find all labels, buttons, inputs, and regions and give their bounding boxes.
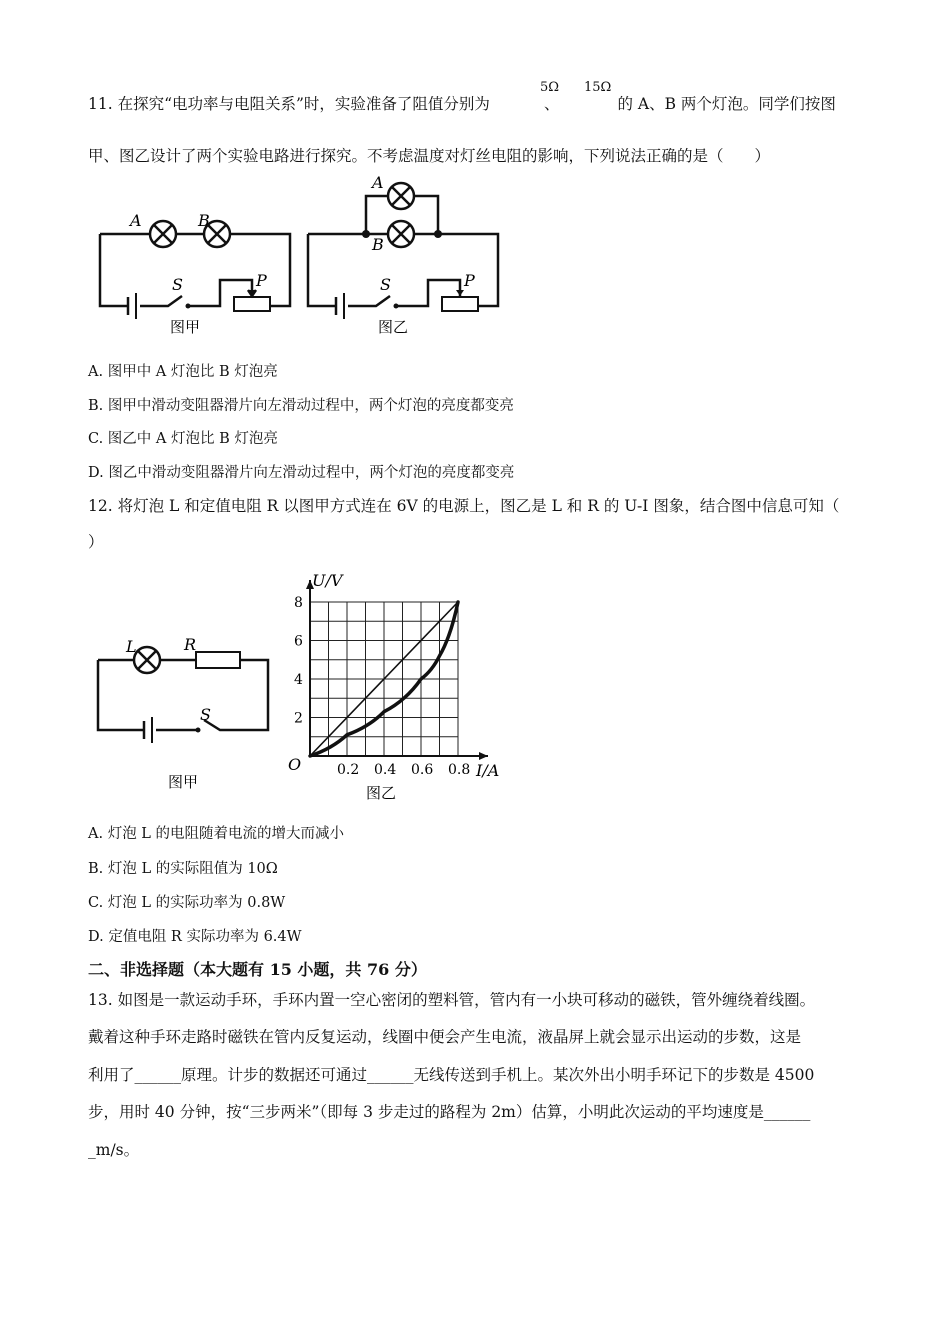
q12-ui-chart: [282, 568, 512, 804]
q13-line4: 步，用时 40 分钟，按“三步两米”（即每 3 步走过的路程为 2m）估算，小明此次运动的平均速度是______: [88, 1103, 811, 1121]
chart-axes: [306, 580, 488, 760]
q13-line3: 利用了______原理。计步的数据还可通过______无线传送到手机上。某次外出小明手环记下的步数是 4500: [88, 1066, 815, 1084]
q11-r2: 15Ω: [584, 80, 612, 95]
q11b-caption: 图乙: [378, 318, 409, 336]
x-tick-label: 0.6: [411, 762, 434, 778]
chart-ylabel: U/V: [312, 571, 343, 590]
q11b-label-P: P: [464, 271, 475, 290]
q12-option-b: B. 灯泡 L 的实际阻值为 10Ω: [88, 861, 278, 877]
q11a-label-P: P: [256, 271, 267, 290]
q11b-label-S: S: [380, 275, 391, 294]
chart-xlabel: I/A: [476, 761, 500, 780]
q12-line1: 12. 将灯泡 L 和定值电阻 R 以图甲方式连在 6V 的电源上，图乙是 L 和 R 的 U-I 图象，结合图中信息可知（: [88, 497, 840, 515]
q11-option-d: D. 图乙中滑动变阻器滑片向左滑动过程中，两个灯泡的亮度都变亮: [88, 465, 515, 481]
q11-circuit-b: [300, 172, 510, 340]
q11-option-b: B. 图甲中滑动变阻器滑片向左滑动过程中，两个灯泡的亮度都变亮: [88, 398, 514, 414]
x-tick-label: 0.8: [448, 762, 471, 778]
q11-option-c: C. 图乙中 A 灯泡比 B 灯泡亮: [88, 431, 278, 447]
q12-line2: ）: [88, 533, 104, 551]
q13-line1: 13. 如图是一款运动手环，手环内置一空心密闭的塑料管，管内有一小块可移动的磁铁，管外缠绕着线圈。: [88, 991, 816, 1009]
q11a-label-A: A: [130, 211, 142, 230]
q11-r1: 5Ω: [540, 80, 560, 95]
section2-title: 二、非选择题（本大题有 15 小题，共 76 分）: [88, 960, 427, 979]
q11-option-a: A. 图甲中 A 灯泡比 B 灯泡亮: [88, 364, 278, 380]
x-tick-label: 0.2: [337, 762, 360, 778]
q11b-label-A: A: [372, 173, 384, 192]
q11a-label-B: B: [198, 211, 210, 230]
q12-option-a: A. 灯泡 L 的电阻随着电流的增大而减小: [88, 826, 345, 842]
y-tick-label: 6: [294, 633, 303, 650]
q12a-label-L: L: [126, 637, 137, 656]
q12-option-c: C. 灯泡 L 的实际功率为 0.8W: [88, 895, 286, 911]
q11-line1: 11. 在探究“电功率与电阻关系”时，实验准备了阻值分别为 、 的 A、B 两个灯泡。同学们按图: [88, 95, 836, 113]
q11-line2: 甲、图乙设计了两个实验电路进行探究。不考虑温度对灯丝电阻的影响，下列说法正确的是（ ）: [88, 147, 771, 165]
q12a-label-S: S: [200, 705, 211, 724]
q11a-label-S: S: [172, 275, 183, 294]
q11-circuit-a: [92, 200, 302, 340]
y-tick-label: 8: [294, 595, 303, 611]
q11b-label-B: B: [372, 235, 384, 254]
q12a-label-R: R: [184, 635, 197, 654]
y-tick-label: 2: [294, 710, 303, 727]
q13-line5: _m/s。: [88, 1141, 140, 1159]
chart-origin: O: [288, 755, 302, 774]
x-axis-arrow: [479, 752, 488, 760]
y-tick-label: 4: [294, 672, 303, 688]
q12a-caption: 图甲: [168, 773, 199, 791]
q13-line2: 戴着这种手环走路时磁铁在管内反复运动，线圈中便会产生电流，液晶屏上就会显示出运动的步数，这是: [88, 1028, 802, 1046]
x-tick-label: 0.4: [374, 762, 397, 778]
chart-caption: 图乙: [366, 784, 397, 802]
q12-option-d: D. 定值电阻 R 实际功率为 6.4W: [88, 929, 302, 945]
q11a-caption: 图甲: [170, 318, 201, 336]
q12-circuit-a: [92, 630, 282, 800]
